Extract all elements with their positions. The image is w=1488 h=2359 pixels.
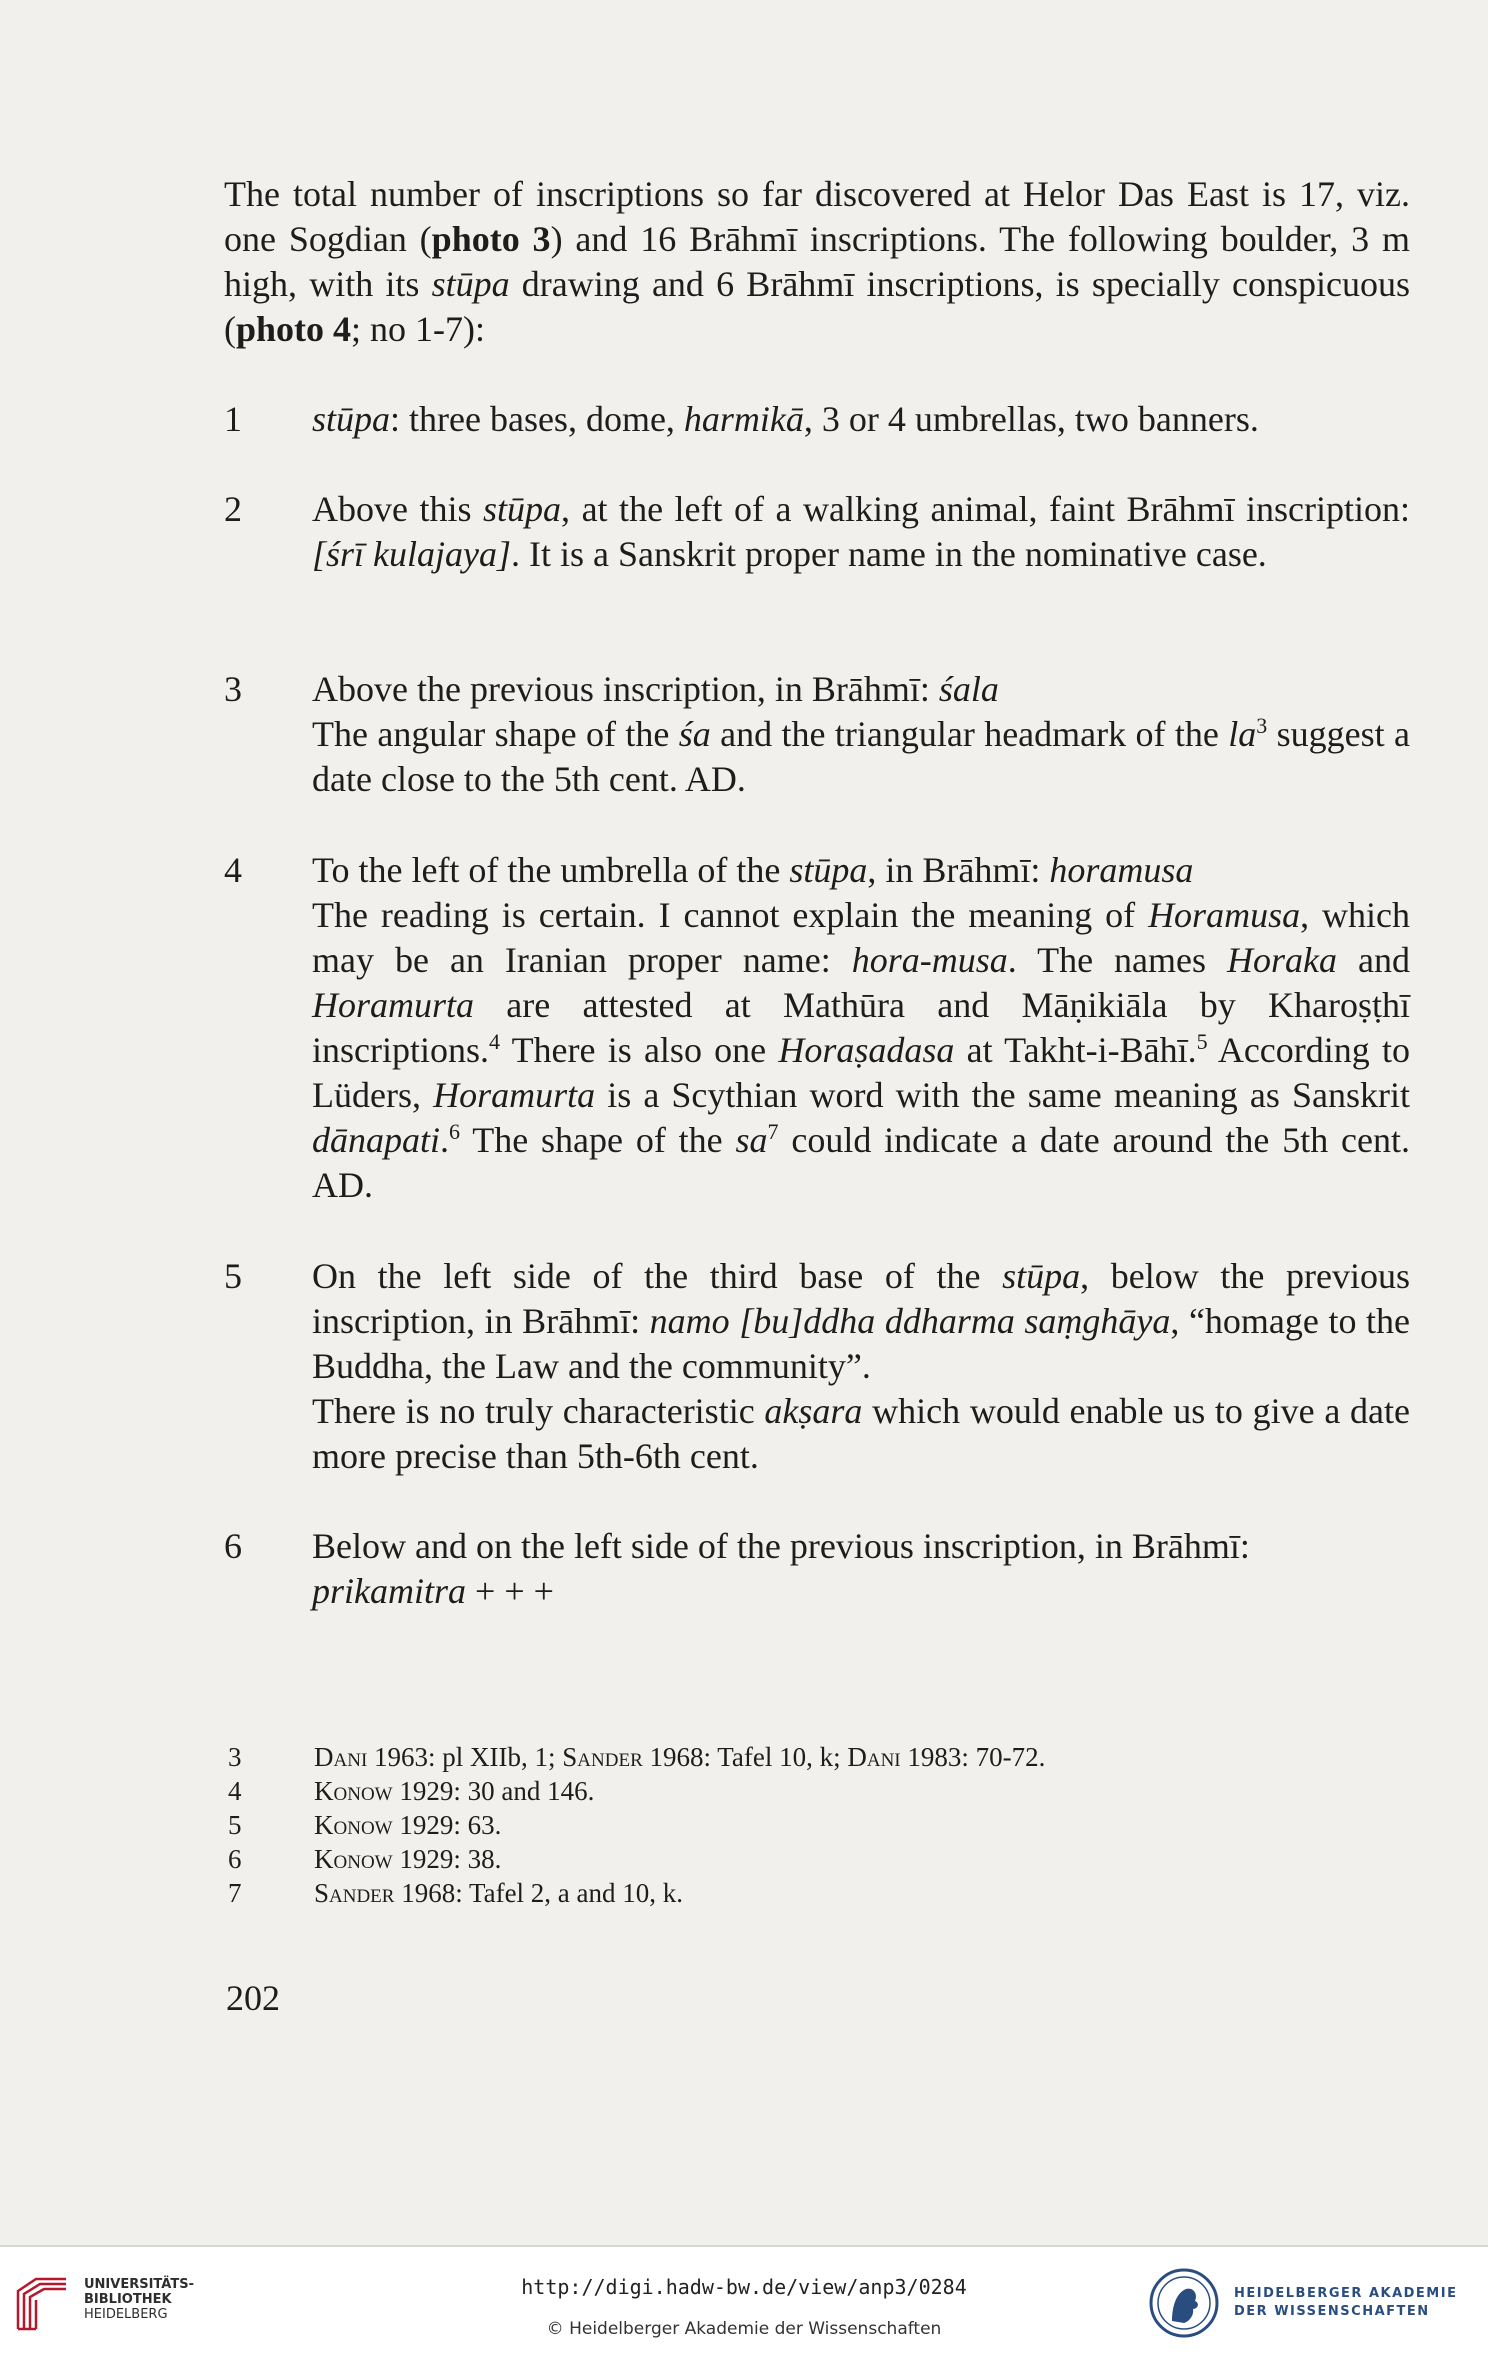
permalink-url[interactable]: http://digi.hadw-bw.de/view/anp3/0284 — [521, 2275, 967, 2299]
photo-4-ref: photo 4 — [236, 309, 352, 349]
item-number: 6 — [224, 1526, 242, 1566]
item-text: Above this stūpa, at the left of a walking animal, faint Brāhmī inscription: [śrī kulajaya]. It is a Sanskrit proper name in the nominative case. — [312, 489, 1410, 574]
item-number: 1 — [224, 399, 242, 439]
copyright-notice: © Heidelberger Akademie der Wissenschaften — [546, 2319, 942, 2339]
item-text: On the left side of the third base of the stūpa, below the previous inscription, in Brāhmī: namo [bu]ddha ddharma saṃghāya, “homage to the Buddha, the Law and the community”. There is no truly characteristic akṣara which would enable us to give a date more precise than 5th-6th cent. — [312, 1256, 1411, 1476]
intro-paragraph: The total number of inscriptions so far discovered at Helor Das East is 17, viz. one Sogdian (photo 3) and 16 Brāhmī inscriptions. The following boulder, 3 m high, with its stūpa drawing and 6 Brāhmī inscriptions, is specially conspicuous (photo 4; no 1-7): — [224, 174, 1410, 349]
item-text: stūpa: three bases, dome, harmikā, 3 or 4 umbrellas, two banners. — [312, 399, 1259, 439]
item-number: 4 — [224, 850, 242, 890]
academy-seal-icon — [1148, 2267, 1220, 2339]
footnote: 4 Konow 1929: 30 and 146. — [228, 1776, 595, 1806]
footnote: 7 Sander 1968: Tafel 2, a and 10, k. — [228, 1878, 684, 1908]
viewer-footer — [0, 2245, 1488, 2359]
item-number: 3 — [224, 669, 242, 709]
footnote-ref-4: 4 — [489, 1029, 500, 1054]
item-text: To the left of the umbrella of the stūpa, in Brāhmī: horamusa The reading is certain. I cannot explain the meaning of Horamusa, which may be an Iranian proper name: hora-musa. The names Horaka and Horamurta are attested at Mathūra and Māṇikiāla by Kharoṣṭhī inscriptions.$^4$ There is also one Horaṣadasa at Takht-i-Bāhī.$^5$ According to Lüders, Horamurta is a Scythian word with the same meaning as Sanskrit dānapati.$^6$ The shape of the $sa^7$ could indicate a date around the 5th cent. AD. — [312, 850, 1410, 1205]
page-number: 202 — [226, 1978, 280, 2018]
item-text: Below and on the left side of the previous inscription, in Brāhmī: prikamitra + + + — [312, 1526, 1250, 1611]
footnote-ref-6: 6 — [449, 1119, 461, 1144]
academy-name: HEIDELBERGER AKADEMIE DER WISSENSCHAFTEN — [1234, 2286, 1458, 2319]
photo-3-ref: photo 3 — [431, 219, 551, 259]
university-library-name: UNIVERSITÄTS- BIBLIOTHEK HEIDELBERG — [84, 2277, 194, 2322]
footnote: 3 Dani 1963: pl XIIb, 1; Sander 1968: Tafel 10, k; Dani 1983: 70-72. — [228, 1742, 1046, 1772]
footnote: 5 Konow 1929: 63. — [228, 1810, 502, 1840]
item-number: 5 — [224, 1256, 242, 1296]
footnote-ref-3: 3 — [1256, 713, 1268, 738]
footnote: 6 Konow 1929: 38. — [228, 1844, 502, 1874]
footnotes — [224, 1740, 1410, 1910]
item-number: 2 — [224, 489, 242, 529]
footnote-ref-7: 7 — [767, 1119, 779, 1144]
item-text: Above the previous inscription, in Brāhmī: śala The angular shape of the śa and the triangular headmark of the $la^3$ suggest a date close to the 5th cent. AD. — [312, 669, 1411, 799]
footnote-ref-5: 5 — [1196, 1029, 1208, 1054]
